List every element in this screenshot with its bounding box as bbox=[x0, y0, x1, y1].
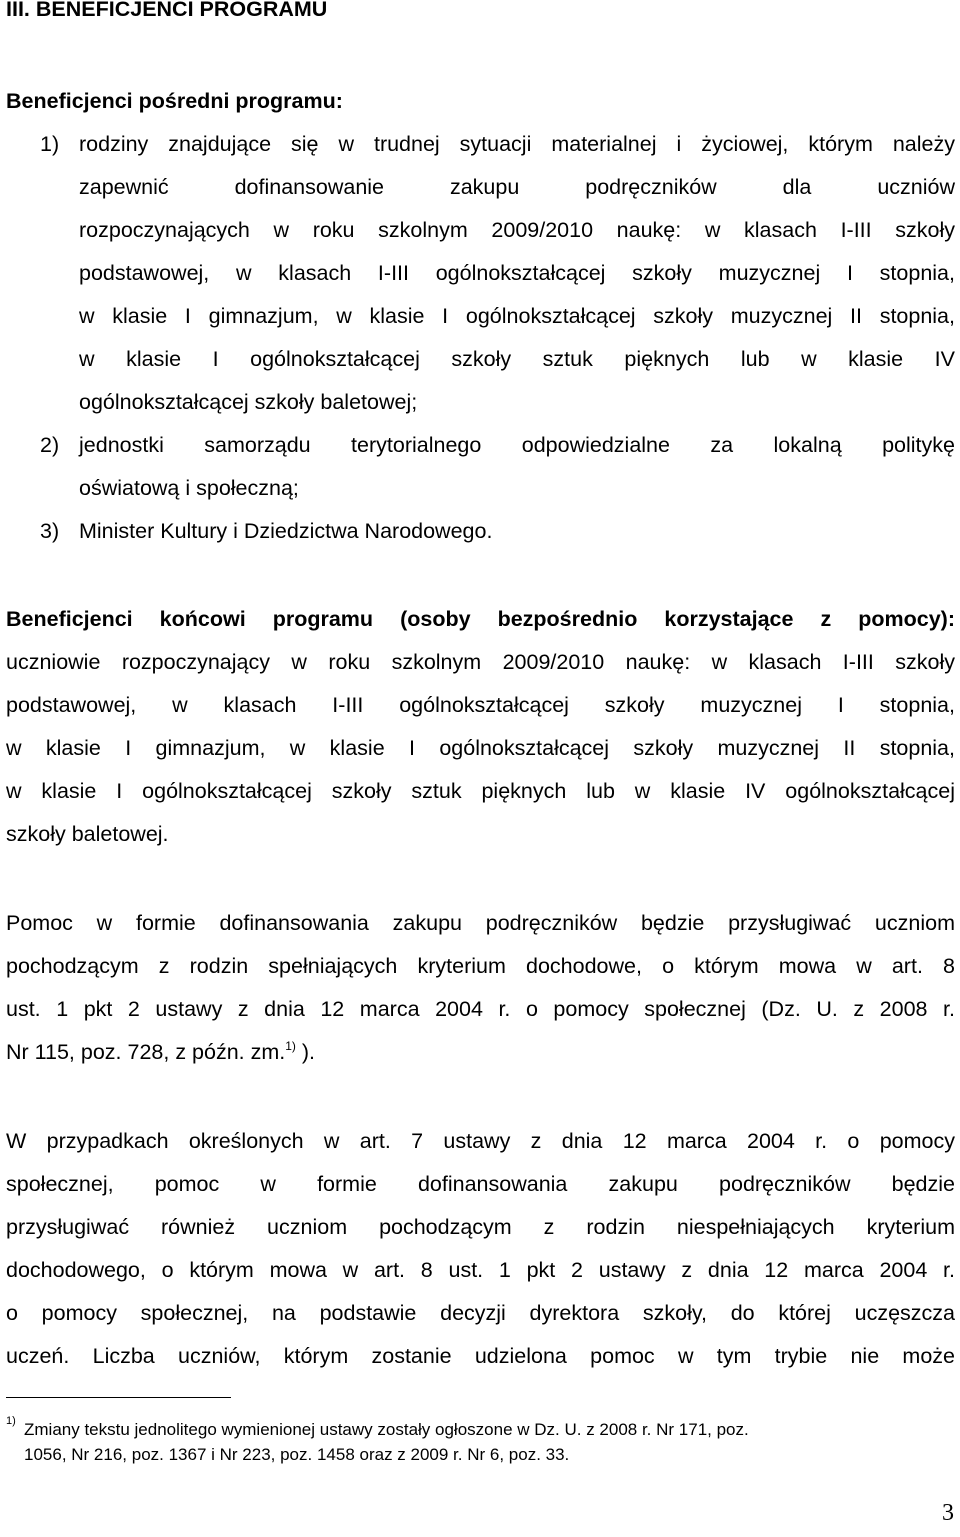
list-item-1-line: w klasie I ogólnokształcącej szkoły sztuk pięknych lub w klasie IV bbox=[79, 347, 955, 371]
page-number: 3 bbox=[942, 1500, 954, 1526]
cases-paragraph-line: dochodowego, o którym mowa w art. 8 ust. 1 pkt 2 ustawy z dnia 12 marca 2004 r. bbox=[6, 1258, 955, 1282]
list-item-1-line: zapewnić dofinansowanie zakupu podręczników dla uczniów bbox=[79, 175, 955, 199]
indirect-beneficiaries-title: Beneficjenci pośredni programu: bbox=[6, 89, 343, 113]
cases-paragraph-line: uczeń. Liczba uczniów, którym zostanie udzielona pomoc w tym trybie nie może bbox=[6, 1344, 955, 1368]
list-item-1-line: podstawowej, w klasach I-III ogólnokształcącej szkoły muzycznej I stopnia, bbox=[79, 261, 955, 285]
cases-paragraph-line: o pomocy społecznej, na podstawie decyzji dyrektora szkoły, do której uczęszcza bbox=[6, 1301, 955, 1325]
list-item-1-line: rozpoczynających w roku szkolnym 2009/2010 naukę: w klasach I-III szkoły bbox=[79, 218, 955, 242]
help-paragraph-last-line bbox=[6, 1039, 315, 1065]
list-number-2: 2) bbox=[40, 433, 60, 457]
help-paragraph-line: pochodzącym z rodzin spełniających kryterium dochodowe, o którym mowa w art. 8 bbox=[6, 954, 955, 978]
final-beneficiaries-title: Beneficjenci końcowi programu (osoby bezpośrednio korzystające z pomocy): bbox=[6, 607, 955, 631]
footnote-mark: 1) bbox=[6, 1415, 16, 1427]
footnote-line: 1056, Nr 216, poz. 1367 i Nr 223, poz. 1458 oraz z 2009 r. Nr 6, poz. 33. bbox=[24, 1445, 570, 1464]
section-heading: III. BENEFICJENCI PROGRAMU bbox=[6, 0, 328, 21]
list-item-1-line: ogólnokształcącej szkoły baletowej; bbox=[79, 390, 418, 414]
final-beneficiaries-line: podstawowej, w klasach I-III ogólnokształcącej szkoły muzycznej I stopnia, bbox=[6, 693, 955, 717]
help-paragraph-text-end: ). bbox=[295, 1040, 316, 1064]
help-paragraph-text: Nr 115, poz. 728, z późn. zm. bbox=[6, 1040, 286, 1064]
footnote-reference: 1) bbox=[285, 1039, 296, 1053]
help-paragraph-line: Pomoc w formie dofinansowania zakupu podręczników będzie przysługiwać uczniom bbox=[6, 911, 955, 935]
footnote-separator bbox=[6, 1397, 231, 1398]
list-item-2-line: oświatową i społeczną; bbox=[79, 476, 299, 500]
list-item-3-line: Minister Kultury i Dziedzictwa Narodowego. bbox=[79, 519, 493, 543]
final-beneficiaries-line: uczniowie rozpoczynający w roku szkolnym 2009/2010 naukę: w klasach I-III szkoły bbox=[6, 650, 955, 674]
cases-paragraph-line: W przypadkach określonych w art. 7 ustawy z dnia 12 marca 2004 r. o pomocy bbox=[6, 1129, 955, 1153]
list-number-1: 1) bbox=[40, 132, 60, 156]
cases-paragraph-line: przysługiwać również uczniom pochodzącym z rodzin niespełniających kryterium bbox=[6, 1215, 955, 1239]
footnote-line: Zmiany tekstu jednolitego wymienionej ustawy zostały ogłoszone w Dz. U. z 2008 r. Nr 171, poz. bbox=[24, 1420, 749, 1439]
cases-paragraph-line: społecznej, pomoc w formie dofinansowania zakupu podręczników będzie bbox=[6, 1172, 955, 1196]
final-beneficiaries-line: w klasie I gimnazjum, w klasie I ogólnokształcącej szkoły muzycznej II stopnia, bbox=[6, 736, 955, 760]
final-beneficiaries-line: w klasie I ogólnokształcącej szkoły sztuk pięknych lub w klasie IV ogólnokształcącej bbox=[6, 779, 955, 803]
final-beneficiaries-line: szkoły baletowej. bbox=[6, 822, 169, 846]
list-item-1-line: w klasie I gimnazjum, w klasie I ogólnokształcącej szkoły muzycznej II stopnia, bbox=[79, 304, 955, 328]
list-number-3: 3) bbox=[40, 519, 60, 543]
list-item-1-line: rodziny znajdujące się w trudnej sytuacji materialnej i życiowej, którym należy bbox=[79, 132, 955, 156]
help-paragraph-line: ust. 1 pkt 2 ustawy z dnia 12 marca 2004 r. o pomocy społecznej (Dz. U. z 2008 r. bbox=[6, 997, 955, 1021]
list-item-2-line: jednostki samorządu terytorialnego odpowiedzialne za lokalną politykę bbox=[79, 433, 955, 457]
